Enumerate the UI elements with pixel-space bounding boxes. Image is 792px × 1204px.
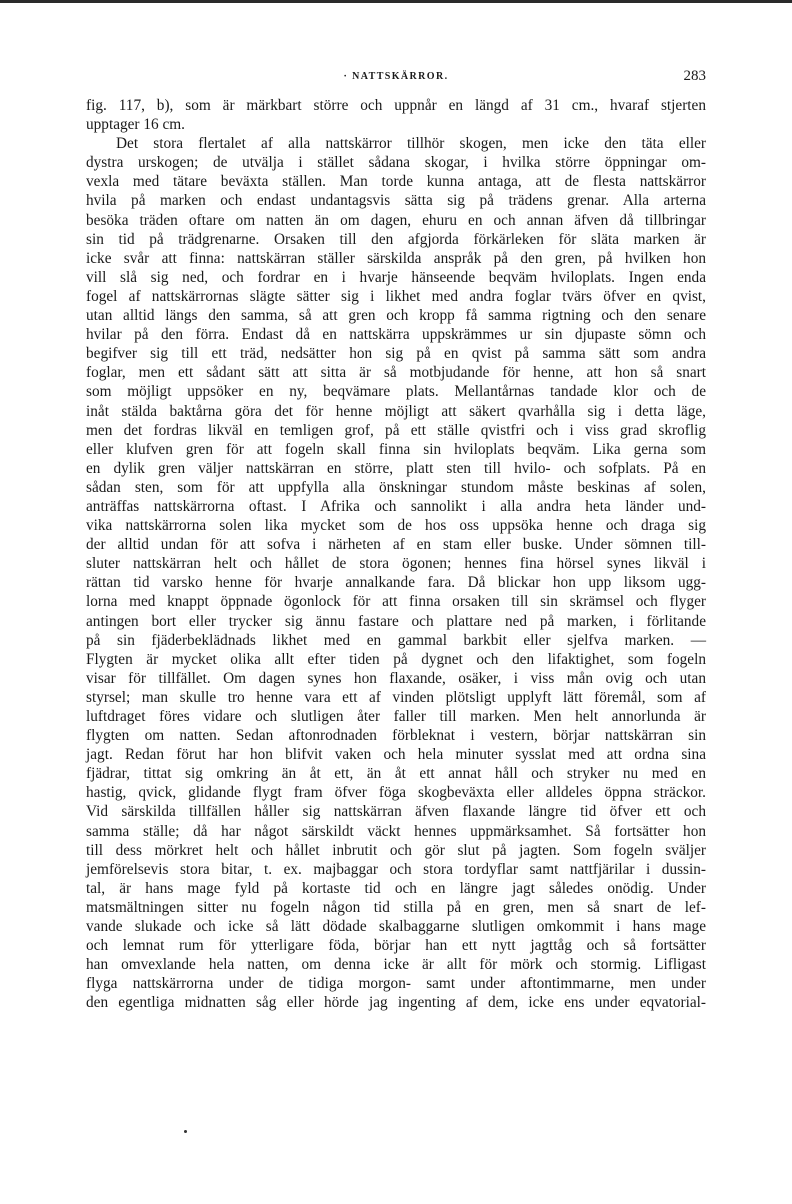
text-line: till dess mörkret helt och hållet inbrutit och gör slut på jagten. Som fogeln sväljer — [86, 841, 706, 859]
text-line: fjädrar, tittat sig omkring än åt ett, än åt ett annat håll och stryker nu med en — [86, 765, 706, 783]
text-line: tal, är hans mage fyld på kortaste tid och en längre jagt således onödig. Under — [86, 879, 706, 897]
text-line: Flygten är mycket olika allt efter tiden på dygnet och den lifaktighet, som fogeln — [86, 650, 706, 668]
text-line: jagt. Redan förut har hon blifvit vaken och hela minuter sysslat med att ordna sina — [86, 746, 706, 764]
text-line: anträffas nattskärrorna oftast. I Afrika och sannolikt i alla andra heta länder und- — [86, 497, 706, 515]
text-line: samma ställe; då har något särskildt väckt hennes uppmärksamhet. Så fortsätter hon — [86, 822, 706, 840]
text-line: dystra urskogen; de utvälja i stället sådana skogar, i hvilka större öppningar om- — [86, 154, 706, 172]
text-line: eller klufven gren för att fogeln skall finna sin hviloplats beqväm. Lika gerna som — [86, 440, 706, 458]
top-border-rule — [0, 0, 792, 3]
text-line: lorna med knappt öppnade ögonlock för att finna orsaken till sin skrämsel och flyger — [86, 593, 706, 611]
text-line: sluter nattskärran helt och hållet de stora ögonen; hennes fina hörsel synes likväl i — [86, 555, 706, 573]
text-line: en dylik gren väljer nattskärran en större, platt sten till hvilo- och sofplats. På en — [86, 459, 706, 477]
text-line: men det fordras likväl en temligen grof, på ett ställe qvistfri och i viss grad skroflig — [86, 421, 706, 439]
body-text — [86, 96, 706, 1032]
text-line: matsmältningen sitter nu fogeln någon tid stilla på en gren, men så snart de lef- — [86, 898, 706, 916]
text-line: foglar, men ett sådant sätt att sitta är så motbjudande för henne, att hon så snart — [86, 364, 706, 382]
text-line: flygten om natten. Sedan aftonrodnaden förbleknat i vestern, börjar nattskärran sin — [86, 727, 706, 745]
text-line: sådan sten, som för att uppfylla alla önskningar stundom måste beskinas af solen, — [86, 478, 706, 496]
text-line: Det stora flertalet af alla nattskärror tillhör skogen, men icke den täta eller — [116, 135, 706, 153]
text-line: utan alltid längs den samma, så att gren och kropp få samma rigtning och den senare — [86, 307, 706, 325]
running-head — [86, 68, 706, 88]
text-line: luftdraget föres vidare och slutligen åter faller till marken. Men helt annorlunda är — [86, 708, 706, 725]
text-line: upptager 16 cm. — [86, 116, 185, 134]
text-line: antingen bort eller trycker sig ännu fastare och plattare ned på marken, i förlitande — [86, 612, 706, 630]
text-line: fig. 117, b), som är märkbart större och uppnår en längd af 31 cm., hvaraf stjerten — [86, 97, 706, 114]
text-line: begifver sig till ett träd, nedsätter hon sig på en qvist på samma sätt som andra — [86, 345, 706, 363]
text-line: hastig, qvick, glidande flygt fram öfver föga skogbeväxta eller alldeles öppna sträckor. — [86, 784, 706, 802]
text-line: der alltid undan för att sofva i närheten af en stam eller buske. Under sömnen till- — [86, 536, 706, 554]
text-line: fogel af nattskärrornas slägte sätter sig i likhet med andra foglar tvärs öfver en qvist, — [86, 287, 706, 305]
text-line: hvilar på den förra. Endast då en nattskärra uppskrämmes ur sin djupaste sömn och — [86, 326, 706, 344]
text-line: flyga nattskärrorna under de tidiga morgon- samt under aftontimmarne, men under — [86, 975, 706, 993]
text-line: jemförelsevis stora bitar, t. ex. majbaggar och stora tordyflar samt nattfjärilar i dussin- — [86, 860, 706, 878]
text-line: vexla med tätare beväxta ställen. Man torde kunna antaga, att de flesta nattskärror — [86, 173, 706, 191]
text-line: inåt stälda baktårna göra det för henne möjligt att säkert qvarhålla sig i detta läge, — [86, 402, 706, 420]
text-line: hvila på marken och endast undantagsvis sätta sig på trädens grenar. Alla arterna — [86, 192, 706, 210]
text-line: vande slukade och icke så lätt dödade skalbaggarne slutligen omkommit i hans mage — [86, 918, 706, 936]
text-line: visar för tillfället. Om dagen synes hon flaxande, osäker, i viss mån ovig och utan — [86, 669, 706, 687]
text-line: på sin fjäderbeklädnads likhet med en gammal barkbit eller sjelfva marken. — — [86, 631, 706, 649]
text-line — [86, 1013, 706, 1032]
text-line: som möjligt uppsöker en ny, beqvämare plats. Mellantårnas tandade klor och de — [86, 383, 706, 401]
text-line: besöka träden oftare om natten än om dagen, ehuru en och annan äfven då tillbringar — [86, 211, 706, 229]
text-line: vill slå sig ned, och fordrar en i hvarje hänseende beqväm hviloplats. Ingen enda — [86, 268, 706, 286]
text-line: icke svår att finna: nattskärran ställer särskilda anspråk på den gren, på hvilken hon — [86, 249, 706, 267]
ink-speck — [184, 1130, 187, 1133]
page-number: 283 — [683, 68, 706, 84]
text-line: styrsel; man skulle tro henne vara ett af vinden plötsligt upplyft lätt föremål, som af — [86, 688, 706, 706]
running-title: · NATTSKÄRROR. — [343, 71, 449, 82]
text-line: han omvexlande hela natten, om denna icke är allt för mörk och stormig. Lifligast — [86, 956, 706, 974]
text-line: sin tid på trädgrenarne. Orsaken till den afgjorda förkärleken för släta marken är — [86, 230, 706, 248]
text-line: den egentliga midnatten såg eller hörde jag ingenting af dem, icke ens under eqvatorial- — [86, 994, 706, 1012]
text-line: och lemnat rum för ytterligare föda, börjar han ett nytt jagttåg och så fortsätter — [86, 937, 706, 955]
text-line: vika nattskärrorna solen lika mycket som de hos oss uppsöka henne och draga sig — [86, 517, 706, 535]
text-line: Vid särskilda tillfällen håller sig nattskärran äfven flaxande längre tid öfver ett och — [86, 803, 706, 821]
text-line: rättan tid varsko henne för hvarje annalkande fara. Då blickar hon upp liksom ugg- — [86, 574, 706, 592]
